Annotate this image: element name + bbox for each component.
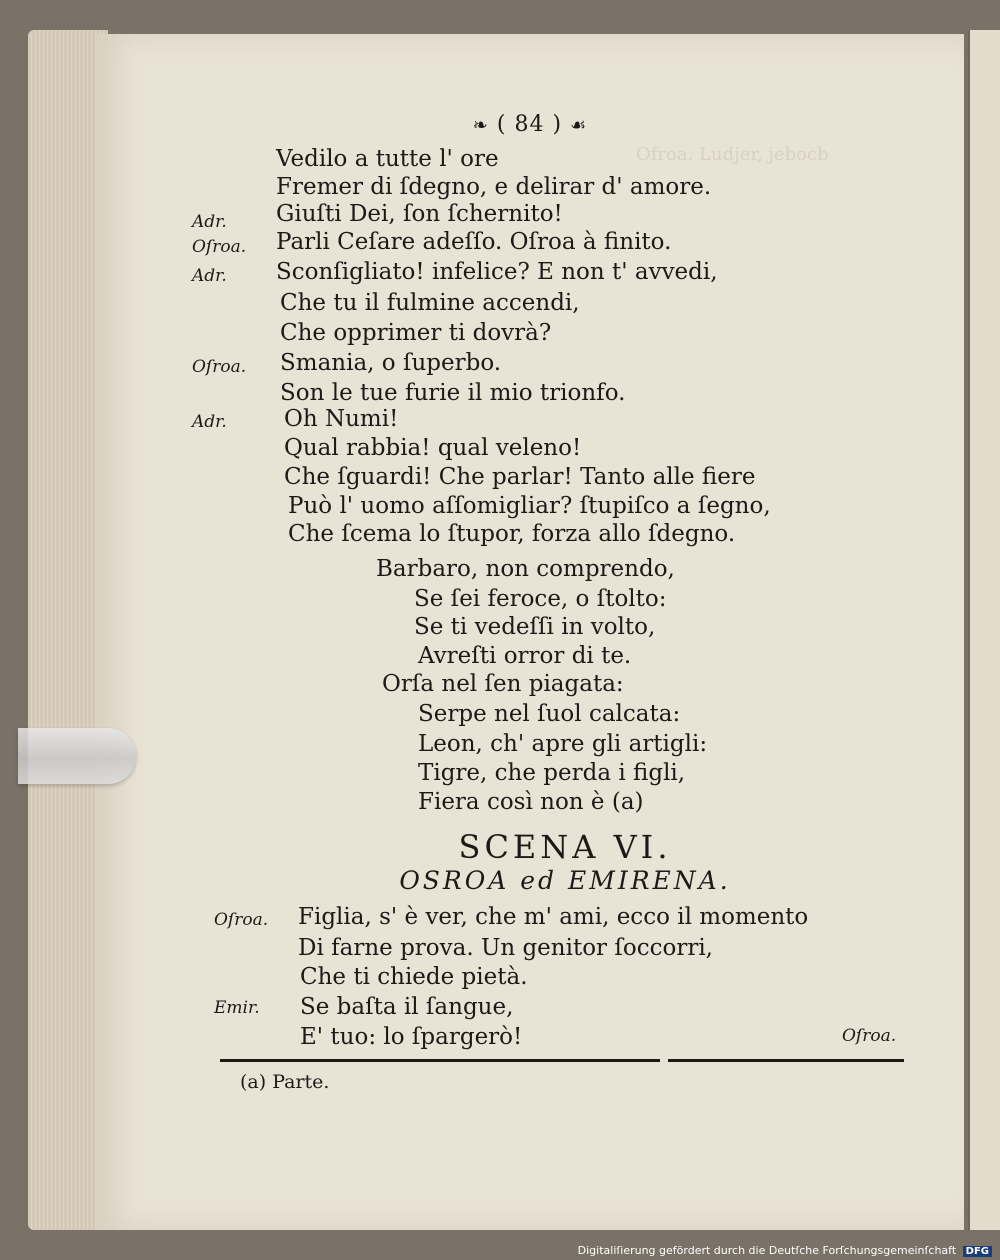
verse-line: Son le tue furie il mio trionfo. [280, 380, 626, 406]
verse-line: Può l' uomo aſſomigliar? ſtupiſco a ſegno, [288, 493, 771, 519]
verse-line: Vedilo a tutte l' ore [276, 146, 499, 172]
speaker-label: Adr. [192, 212, 227, 232]
verse-line: Oh Numi! [284, 406, 399, 432]
ornament-left-icon: ❧ [472, 115, 489, 136]
speaker-label: Emir. [214, 998, 260, 1018]
aria-line: Se ſei feroce, o ſtolto: [414, 586, 667, 612]
verse-line: E' tuo: lo ſpargerò! [300, 1024, 523, 1050]
scene-cast: OSROA ed EMIRENA. [399, 866, 731, 895]
verse-line: Sconſigliato! infelice? E non t' avvedi, [276, 259, 718, 285]
digitization-credit [578, 1244, 992, 1257]
verse-line: Qual rabbia! qual veleno! [284, 435, 582, 461]
verse-line: Che opprimer ti dovrà? [280, 320, 552, 346]
page-clip [18, 728, 136, 784]
catchword: Oſroa. [842, 1026, 897, 1046]
verse-line: Fremer di ſdegno, e delirar d' amore. [276, 174, 712, 200]
aria-line: Fiera così non è (a) [418, 789, 644, 815]
page-number: ( 84 ) [496, 112, 563, 137]
verse-line: Smania, o ſuperbo. [280, 350, 502, 376]
speaker-label: Adr. [192, 266, 227, 286]
verse-line: Che tu il fulmine accendi, [280, 290, 580, 316]
aria-line: Leon, ch' apre gli artigli: [418, 731, 708, 757]
aria-line: Se ti vedeſſi in volto, [414, 614, 656, 640]
speaker-label: Adr. [192, 412, 227, 432]
bleed-through: Ofroa. Ludjer, jebocb [636, 144, 829, 165]
verse-line: Figlia, s' è ver, che m' ami, ecco il momento [298, 904, 809, 930]
verse-line: Che ti chiede pietà. [300, 964, 528, 990]
footnote-rule [668, 1059, 904, 1062]
verse-line: Che ſguardi! Che parlar! Tanto alle fiere [284, 464, 756, 490]
speaker-label: Oſroa. [192, 237, 247, 257]
speaker-label: Oſroa. [214, 910, 269, 930]
speaker-label: Oſroa. [192, 357, 247, 377]
dfg-logo: DFG [963, 1246, 992, 1257]
credit-text: Digitaliſierung gefördert durch die Deutſche Forſchungsgemeinſchaft [577, 1244, 957, 1257]
footnote: (a) Parte. [240, 1071, 330, 1093]
verse-line: Di farne prova. Un genitor ſoccorri, [298, 935, 713, 961]
verse-line: Giuſti Dei, ſon ſchernito! [276, 201, 563, 227]
footnote-rule [220, 1059, 660, 1062]
verse-line: Che ſcema lo ſtupor, forza allo ſdegno. [288, 521, 736, 547]
verse-line: Se baſta il ſangue, [300, 994, 514, 1020]
aria-line: Serpe nel ſuol calcata: [418, 701, 681, 727]
page-header [440, 112, 620, 137]
aria-line: Barbaro, non comprendo, [376, 556, 675, 582]
verse-line: Parli Ceſare adeſſo. Oſroa à finito. [276, 229, 672, 255]
aria-line: Orſa nel ſen piagata: [382, 671, 624, 697]
scene-title: SCENA VI. [458, 828, 672, 866]
ornament-right-icon: ☙ [570, 115, 588, 136]
facing-page-edge [968, 30, 1000, 1230]
aria-line: Avreſti orror di te. [418, 643, 632, 669]
aria-line: Tigre, che perda i figli, [418, 760, 686, 786]
